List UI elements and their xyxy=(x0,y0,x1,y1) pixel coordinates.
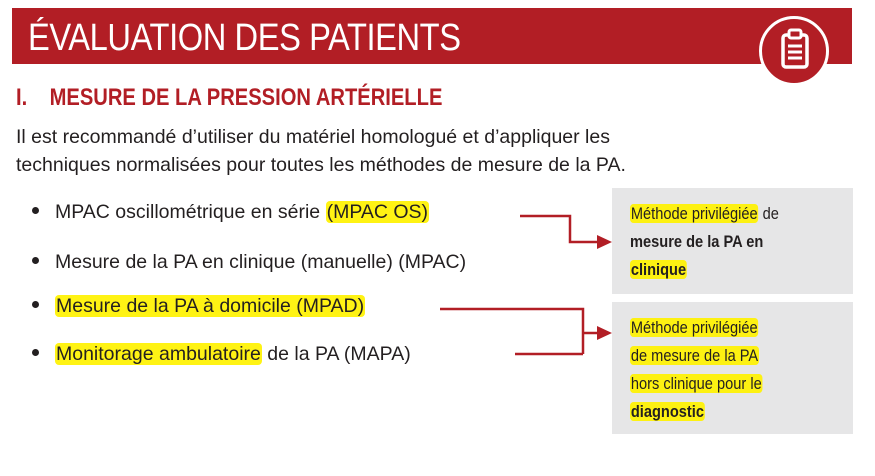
bullet-dot xyxy=(32,207,39,214)
header-banner xyxy=(12,8,852,64)
bullet-highlight: Monitorage ambulatoire xyxy=(56,343,261,365)
bullet-dot xyxy=(32,301,39,308)
arrow-to-out-of-clinic-callout xyxy=(440,309,597,354)
list-item xyxy=(32,343,411,366)
clipboard-badge xyxy=(759,16,829,86)
section-heading xyxy=(16,84,442,112)
page-title: ÉVALUATION DES PATIENTS xyxy=(28,17,461,59)
callout-out-line-1 xyxy=(630,314,806,342)
callout-out-highlight-3: hors clinique pour le xyxy=(630,374,762,393)
section-number: I. xyxy=(16,84,28,111)
callout-out-bold: diagnostic xyxy=(630,402,704,421)
bullet-text: MPAC oscillométrique en série xyxy=(55,201,326,223)
bullet-highlight: Mesure de la PA à domicile (MPAD) xyxy=(56,295,365,317)
callout-out-highlight-2: de mesure de la PA xyxy=(630,346,759,365)
bullet-text: Mesure de la PA en clinique (manuelle) (MPAC) xyxy=(55,251,467,273)
intro-line-1: Il est recommandé d’utiliser du matériel homologué et d’appliquer les xyxy=(16,126,610,148)
callout-clinic-line-1 xyxy=(630,200,806,228)
intro-paragraph xyxy=(16,123,776,179)
arrow-head-out-of-clinic xyxy=(597,326,612,340)
intro-line-2: techniques normalisées pour toutes les méthodes de mesure de la PA. xyxy=(16,154,626,176)
list-item xyxy=(32,251,466,274)
callout-clinic-bold-2: clinique xyxy=(630,260,687,279)
arrow-to-clinic-callout xyxy=(520,216,597,242)
callout-clinic-line-3 xyxy=(630,256,806,284)
callout-clinic-highlight: Méthode privilégiée xyxy=(630,204,758,223)
list-item xyxy=(32,201,429,224)
callout-clinic-bold-1: mesure de la PA en xyxy=(630,232,764,251)
callout-out-of-clinic xyxy=(612,302,853,434)
callout-out-highlight-1: Méthode privilégiée xyxy=(630,318,758,337)
callout-clinic xyxy=(612,188,853,294)
arrow-head-clinic xyxy=(597,235,612,249)
list-item xyxy=(32,295,365,318)
callout-clinic-line-1-rest: de xyxy=(758,204,779,223)
section-title: MESURE DE LA PRESSION ARTÉRIELLE xyxy=(49,84,443,111)
bullet-text: de la PA (MAPA) xyxy=(261,343,411,365)
callout-out-line-4 xyxy=(630,398,806,426)
bullet-highlight: (MPAC OS) xyxy=(326,201,429,223)
callout-out-line-3 xyxy=(630,370,806,398)
bullet-dot xyxy=(32,257,39,264)
callout-out-line-2 xyxy=(630,342,806,370)
bullet-dot xyxy=(32,349,39,356)
callout-clinic-line-2 xyxy=(630,228,806,256)
clipboard-icon xyxy=(762,19,826,83)
